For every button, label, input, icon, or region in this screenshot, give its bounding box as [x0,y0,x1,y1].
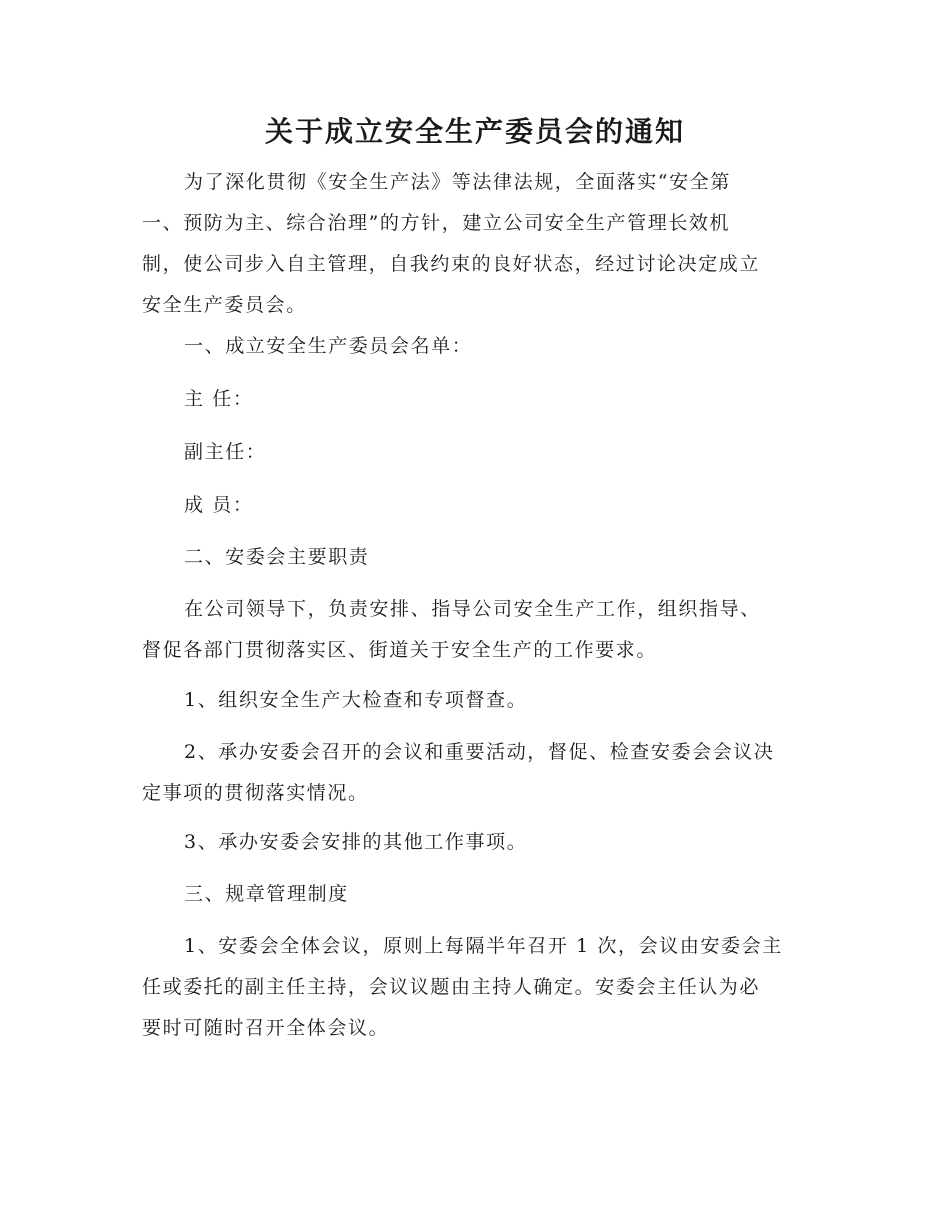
intro-line-1: 为了深化贯彻《安全生产法》等法律法规，全面落实“安全第 [184,171,731,193]
intro-paragraph [142,162,810,326]
section-2-heading: 二、安委会主要职责 [184,546,370,568]
rule-item-1 [142,926,810,1049]
duties-paragraph [142,589,810,671]
intro-line-2: 一、预防为主、综合治理”的方针，建立公司安全生产管理长效机 [142,212,731,234]
duty-item-2-line-1: 2、承办安委会召开的会议和重要活动，督促、检查安委会会议决 [184,741,775,763]
duty-item-2 [142,732,810,814]
page-title: 关于成立安全生产委员会的通知 [264,115,685,148]
intro-line-4: 安全生产委员会。 [142,294,307,316]
deputy-director-label: 副主任： [184,441,267,463]
duty-item-2-line-2: 定事项的贯彻落实情况。 [142,782,369,804]
duties-line-1: 在公司领导下，负责安排、指导公司安全生产工作，组织指导、 [184,598,761,620]
rule-item-1-line-3: 要时可随时召开全体会议。 [142,1017,390,1039]
section-3-heading: 三、规章管理制度 [184,883,349,905]
duty-item-3: 3、承办安委会安排的其他工作事项。 [184,831,528,853]
rule-item-1-line-2: 任或委托的副主任主持，会议议题由主持人确定。安委会主任认为必 [142,976,761,998]
section-1-heading: 一、成立安全生产委员会名单： [184,335,473,357]
duties-line-2: 督促各部门贯彻落实区、街道关于安全生产的工作要求。 [142,639,658,661]
director-label: 主 任： [184,388,254,410]
members-label: 成 员： [184,494,254,516]
intro-line-3: 制，使公司步入自主管理，自我约束的良好状态，经过讨论决定成立 [142,253,761,275]
duty-item-1: 1、组织安全生产大检查和专项督查。 [184,689,528,711]
rule-item-1-line-1: 1、安委会全体会议，原则上每隔半年召开 1 次，会议由安委会主 [184,935,783,957]
